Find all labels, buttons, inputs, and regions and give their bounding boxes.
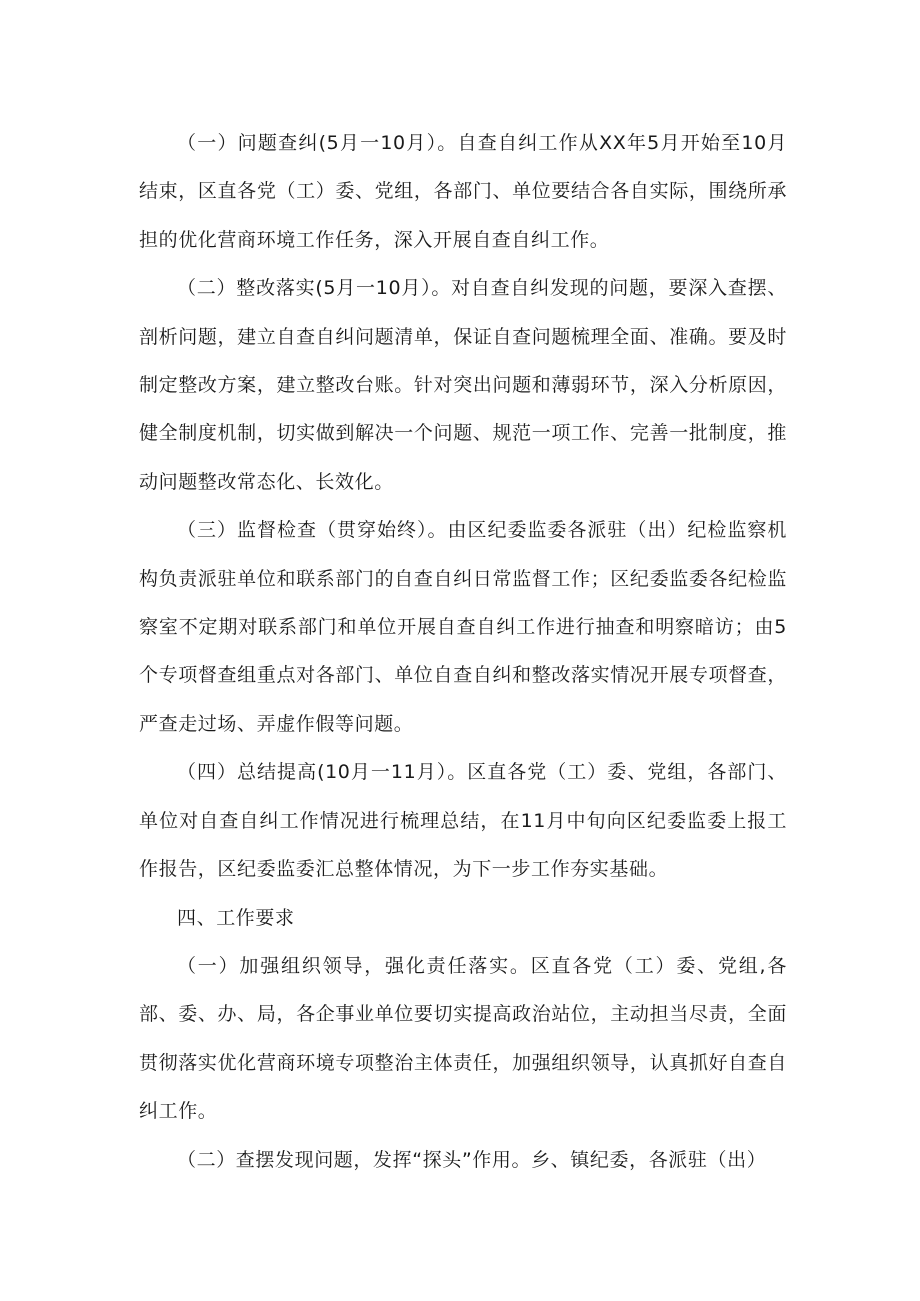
paragraph-summary: （四）总结提高(10月一11月）。区直各党（工）委、党组，各部门、单位对自查自纠工作情况进行梳理总结，在11月中旬向区纪委监委上报工作报告，区纪委监委汇总整体情况，为下一步工作夯实基础。	[139, 761, 787, 881]
document-body	[139, 119, 787, 1184]
paragraph-rectification: （二）整改落实(5月一10月）。对自查自纠发现的问题，要深入查摆、剖析问题，建立自查自纠问题清单，保证自查问题梳理全面、准确。要及时制定整改方案，建立整改台账。针对突出问题和薄弱环节，深入分析原因，健全制度机制，切实做到解决一个问题、规范一项工作、完善一批制度，推动问题整改常态化、长效化。	[139, 277, 787, 493]
paragraph-problem-check: （一）问题查纠(5月一10月）。自查自纠工作从XX年5月开始至10月结束，区直各党（工）委、党组，各部门、单位要结合各自实际，围绕所承担的优化营商环境工作任务，深入开展自查自纠工作。	[139, 132, 787, 251]
section-heading-work-requirements: 四、工作要求	[177, 906, 295, 929]
paragraph-supervision: （三）监督检查（贯穿始终）。由区纪委监委各派驻（出）纪检监察机构负责派驻单位和联系部门的自查自纠日常监督工作；区纪委监委各纪检监察室不定期对联系部门和单位开展自查自纠工作进行抽查和明察暗访；由5个专项督查组重点对各部门、单位自查自纠和整改落实情况开展专项督查，严查走过场、弄虚作假等问题。	[139, 519, 787, 735]
paragraph-organization-leadership: （一）加强组织领导，强化责任落实。区直各党（工）委、党组,各部、委、办、局，各企事业单位要切实提高政治站位，主动担当尽责，全面贯彻落实优化营商环境专项整治主体责任，加强组织领导，认真抓好自查自纠工作。	[139, 954, 787, 1123]
paragraph-problem-discovery: （二）查摆发现问题，发挥“探头”作用。乡、镇纪委，各派驻（出）	[177, 1148, 767, 1171]
